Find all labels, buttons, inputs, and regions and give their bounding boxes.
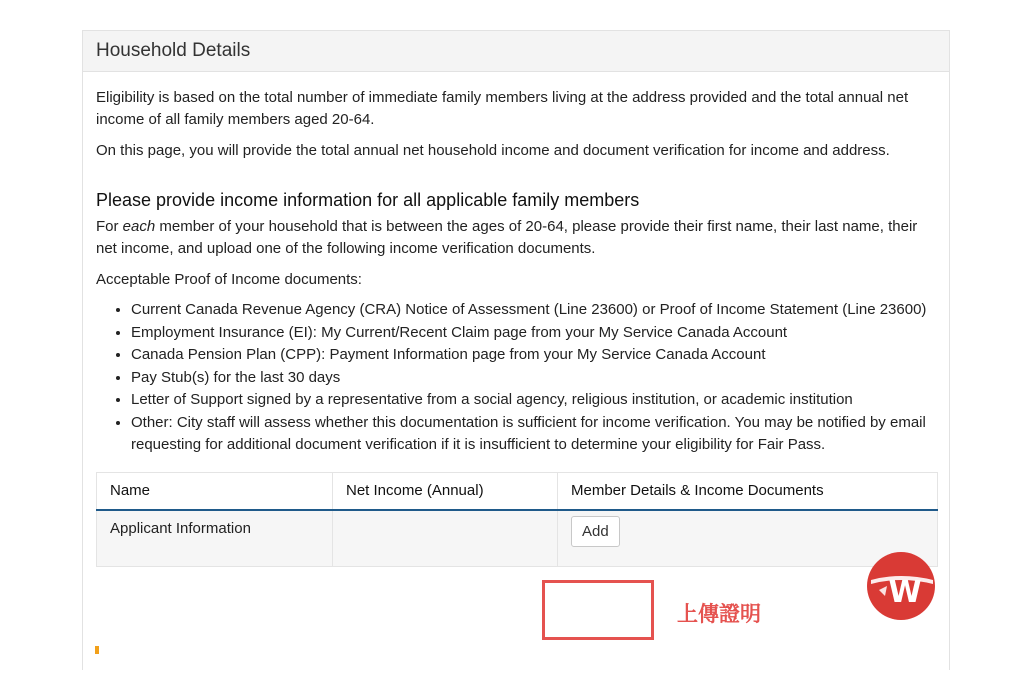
- panel-body: [83, 87, 949, 567]
- panel-header: [83, 30, 949, 72]
- upload-proof-annotation: 上傳證明: [677, 603, 761, 626]
- applicant-net-income-cell: [333, 510, 558, 567]
- svg-text:W: W: [888, 575, 922, 610]
- proof-documents-list: [96, 299, 936, 457]
- list-item: • Pay Stub(s) for the last 30 days: [131, 367, 936, 390]
- page-title: Household Details: [96, 40, 251, 61]
- list-item: • Employment Insurance (EI): My Current/Recent Claim page from your My Service Canada Account: [131, 322, 936, 345]
- table-header-row: [97, 472, 938, 510]
- eligibility-text: Eligibility is based on the total number of immediate family members living at the address provided and the total annual net income of all family members aged 20-64.: [96, 89, 909, 128]
- column-header-member-details: Member Details & Income Documents: [558, 472, 938, 510]
- table-row: [97, 510, 938, 567]
- list-item: • Other: City staff will assess whether this documentation is sufficient for income verification. You may be notified by email requesting for additional document verification if it is insufficient to determine your eligibility for Fair Pass.: [131, 412, 936, 457]
- applicant-name-cell: Applicant Information: [97, 510, 333, 567]
- list-item: • Canada Pension Plan (CPP): Payment Information page from your My Service Canada Account: [131, 344, 936, 367]
- orange-marker: [95, 646, 99, 654]
- each-emphasis: each: [122, 218, 156, 235]
- column-header-net-income: Net Income (Annual): [333, 472, 558, 510]
- list-item: • Current Canada Revenue Agency (CRA) Notice of Assessment (Line 23600) or Proof of Income Statement (Line 23600): [131, 299, 936, 322]
- proof-label: Acceptable Proof of Income documents:: [96, 271, 362, 288]
- income-section-description: For each member of your household that is between the ages of 20-64, please provide their first name, their last name, their net income, and upload one of the following income verification documents.: [96, 218, 918, 257]
- watermark-logo-icon: [865, 550, 937, 622]
- list-item: • Letter of Support signed by a representative from a social agency, religious institution, or academic institution: [131, 389, 936, 412]
- add-button-highlight-box: [542, 580, 654, 640]
- add-button[interactable]: Add: [571, 516, 620, 547]
- household-details-panel: [82, 30, 950, 670]
- household-members-table: [96, 472, 938, 567]
- column-header-name: Name: [97, 472, 333, 510]
- income-section-title: Please provide income information for all applicable family members: [96, 190, 640, 210]
- page-purpose-text: On this page, you will provide the total annual net household income and document verification for income and address.: [96, 142, 890, 159]
